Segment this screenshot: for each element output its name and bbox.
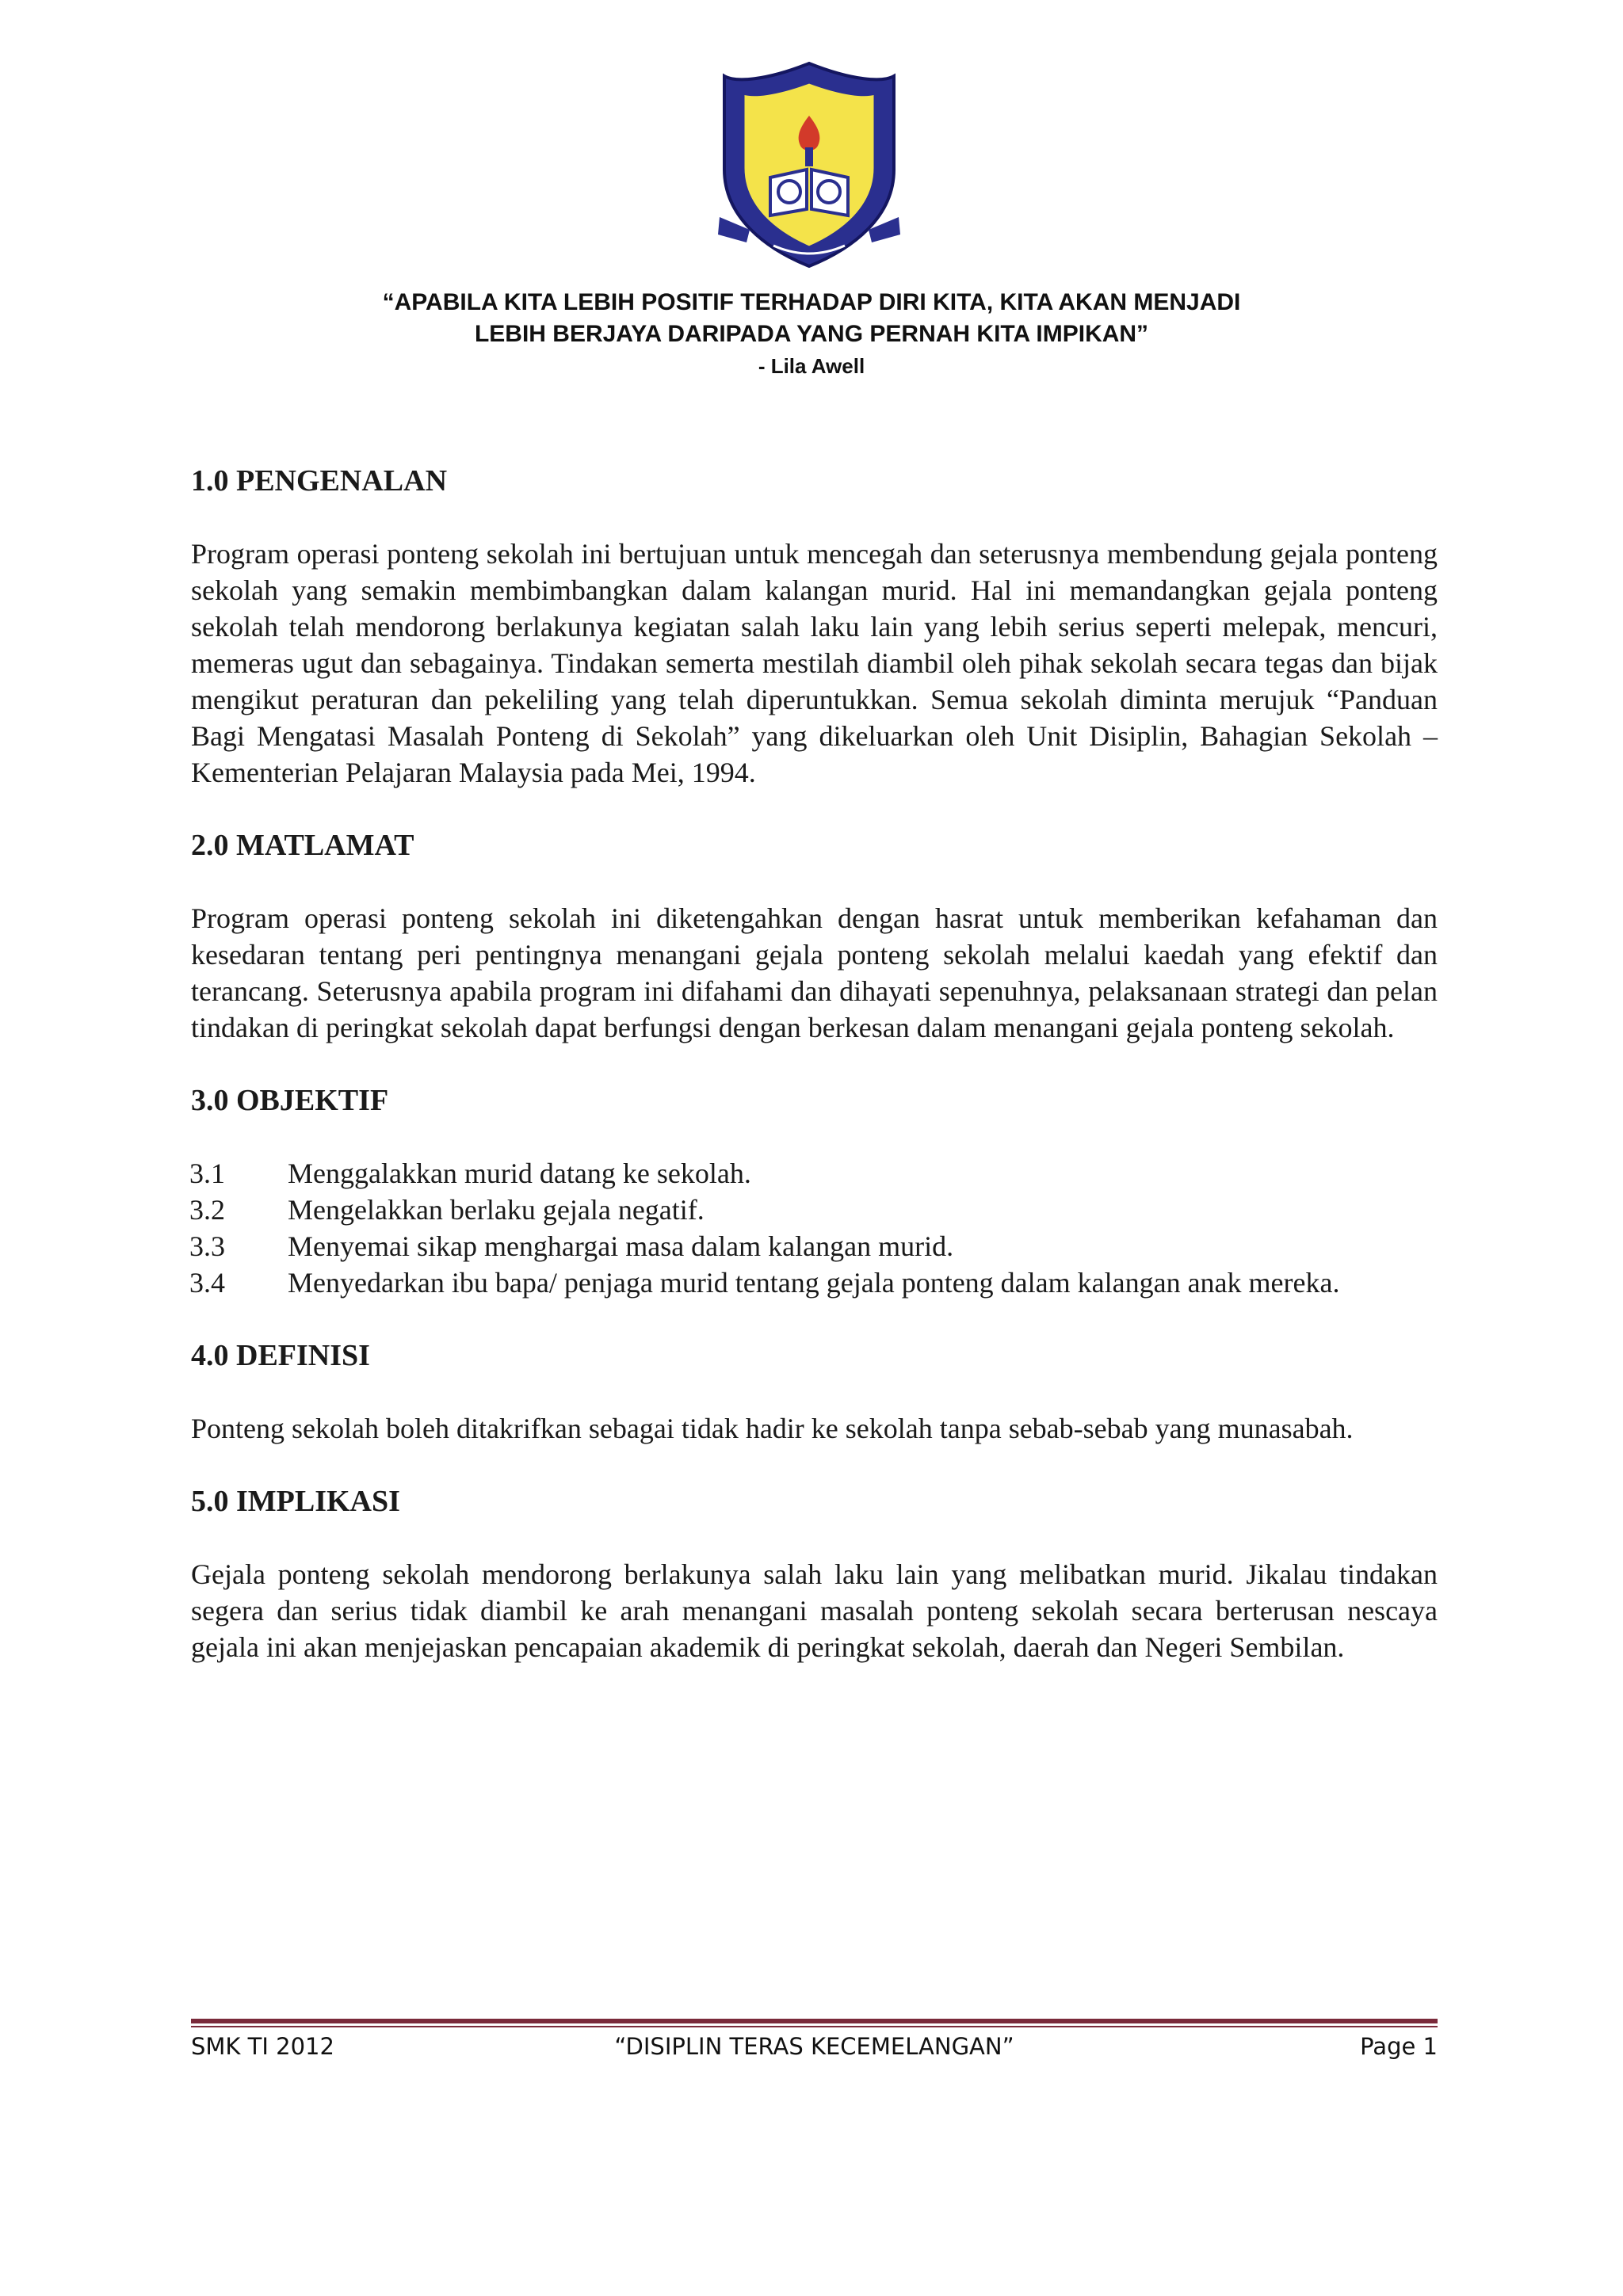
objective-number: 3.4 — [189, 1267, 225, 1299]
objective-item — [191, 1264, 1438, 1301]
section-heading-objektif: 3.0 OBJEKTIF — [191, 1084, 389, 1117]
section-heading-pengenalan: 1.0 PENGENALAN — [191, 464, 448, 498]
section-body-matlamat: Program operasi ponteng sekolah ini diketengahkan dengan hasrat untuk memberikan kefahaman dan kesedaran tentang peri pentingnya menangani gejala ponteng sekolah melalui kaedah yang efektif dan terancang. Seterusnya apabila program ini difahami dan dihayati sepenuhnya, pelaksanaan strategi dan pelan tindakan di peringkat sekolah dapat berfungsi dengan berkesan dalam menangani gejala ponteng sekolah. — [191, 902, 1438, 1043]
document-body — [191, 463, 1438, 1665]
objective-item — [191, 1228, 1438, 1264]
school-crest-logo — [718, 59, 900, 271]
footer-motto: “DISIPLIN TERAS KECEMELANGAN” — [614, 2033, 1014, 2060]
objective-list — [191, 1155, 1438, 1301]
objective-text: Mengelakkan berlaku gejala negatif. — [288, 1194, 705, 1226]
header-quote — [0, 287, 1623, 382]
quote-line-1: “APABILA KITA LEBIH POSITIF TERHADAP DIRI KITA, KITA AKAN MENJADI — [382, 289, 1241, 315]
objective-text: Menggalakkan murid datang ke sekolah. — [288, 1158, 751, 1189]
section-heading-implikasi: 5.0 IMPLIKASI — [191, 1485, 400, 1518]
objective-number: 3.3 — [189, 1230, 225, 1262]
objective-text: Menyemai sikap menghargai masa dalam kalangan murid. — [288, 1230, 954, 1262]
section-heading-matlamat: 2.0 MATLAMAT — [191, 829, 414, 862]
page-footer — [191, 2033, 1438, 2065]
objective-text: Menyedarkan ibu bapa/ penjaga murid tentang gejala ponteng dalam kalangan anak mereka. — [288, 1267, 1340, 1299]
footer-page-number: Page 1 — [1360, 2033, 1438, 2060]
footer-rule-thin — [191, 2026, 1438, 2027]
footer-school-year: SMK TI 2012 — [191, 2033, 334, 2060]
section-body-pengenalan: Program operasi ponteng sekolah ini bertujuan untuk mencegah dan seterusnya membendung gejala ponteng sekolah yang semakin membimbangkan dalam kalangan murid. Hal ini memandangkan gejala ponteng sekolah telah mendorong berlakunya kegiatan salah laku lain yang lebih serius seperti melepak, mencuri, memeras ugut dan sebagainya. Tindakan semerta mestilah diambil oleh pihak sekolah secara tegas dan bijak mengikut peraturan dan pekeliling yang telah diperuntukkan. Semua sekolah diminta merujuk “Panduan Bagi Mengatasi Masalah Ponteng di Sekolah” yang dikeluarkan oleh Unit Disiplin, Bahagian Sekolah – Kementerian Pelajaran Malaysia pada Mei, 1994. — [191, 538, 1438, 788]
section-heading-definisi: 4.0 DEFINISI — [191, 1339, 370, 1372]
objective-item — [191, 1192, 1438, 1228]
objective-number: 3.1 — [189, 1158, 225, 1189]
quote-author: - Lila Awell — [758, 354, 865, 378]
footer-rule-thick — [191, 2019, 1438, 2023]
section-body-definisi: Ponteng sekolah boleh ditakrifkan sebagai tidak hadir ke sekolah tanpa sebab-sebab yang munasabah. — [191, 1413, 1354, 1444]
objective-number: 3.2 — [189, 1194, 225, 1226]
section-body-implikasi: Gejala ponteng sekolah mendorong berlakunya salah laku lain yang melibatkan murid. Jikalau tindakan segera dan serius tidak diambil ke arah menangani masalah ponteng sekolah secara berterusan nescaya gejala ini akan menjejaskan pencapaian akademik di peringkat sekolah, daerah dan Negeri Sembilan. — [191, 1558, 1438, 1663]
quote-line-2: LEBIH BERJAYA DARIPADA YANG PERNAH KITA IMPIKAN” — [474, 321, 1149, 347]
objective-item — [191, 1155, 1438, 1192]
